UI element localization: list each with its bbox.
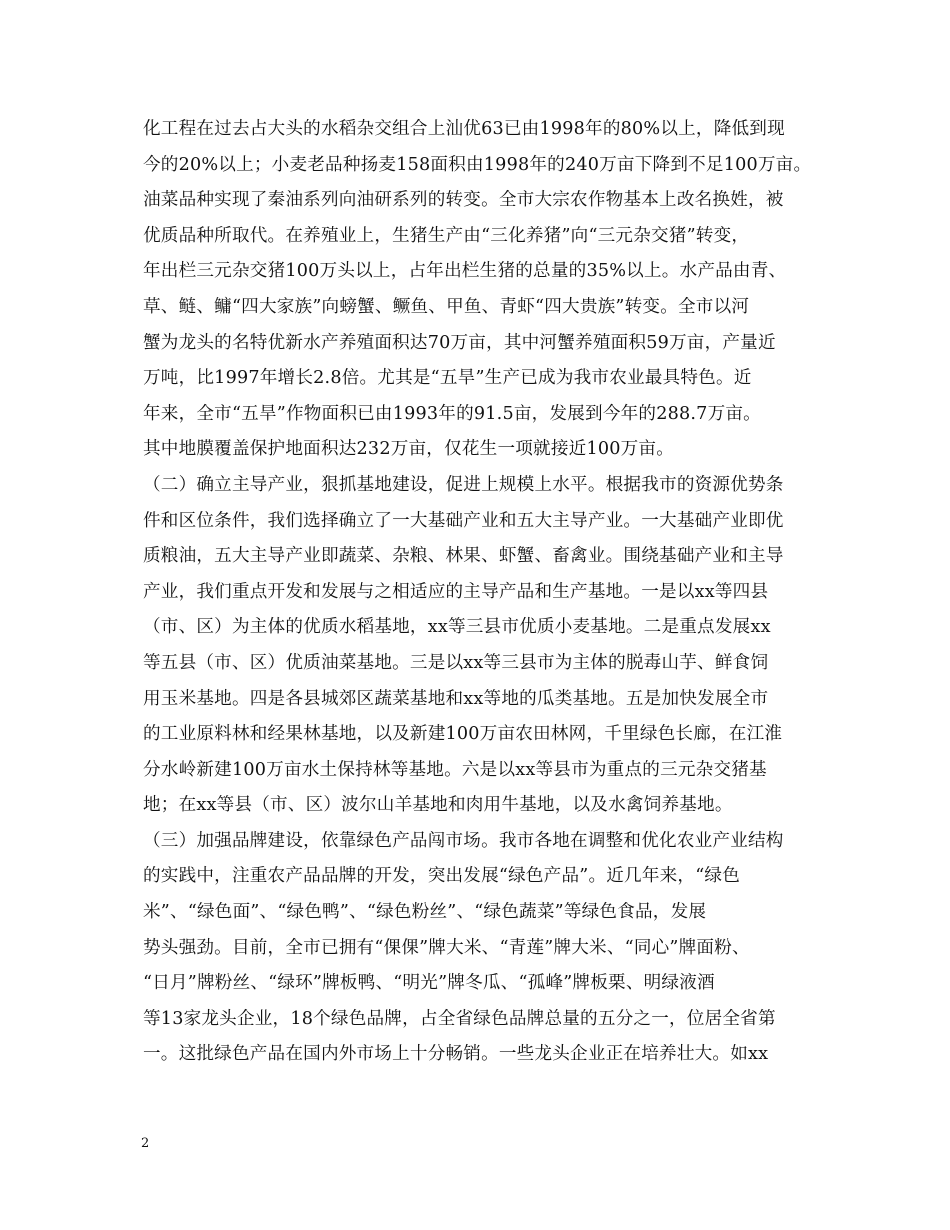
text-line: 蟹为龙头的名特优新水产养殖面积达70万亩，其中河蟹养殖面积59万亩，产量近 — [143, 332, 776, 353]
text-line: 今的20%以上；小麦老品种扬麦158面积由1998年的240万亩下降到不足100万亩。 — [143, 154, 812, 175]
text-line: 用玉米基地。四是各县城郊区蔬菜基地和xx等地的瓜类基地。五是加快发展全市 — [143, 688, 769, 709]
text-line: 等13家龙头企业，18个绿色品牌，占全省绿色品牌总量的五分之一，位居全省第 — [143, 1008, 776, 1029]
text-line: 优质品种所取代。在养殖业上，生猪生产由“三化养猪”向“三元杂交猪”转变， — [143, 225, 750, 246]
text-line: 草、鲢、鳙“四大家族”向螃蟹、鳜鱼、甲鱼、青虾“四大贵族”转变。全市以河 — [143, 296, 750, 317]
page-number: 2 — [141, 1136, 150, 1151]
text-line: （市、区）为主体的优质水稻基地，xx等三县市优质小麦基地。二是重点发展xx — [143, 617, 771, 638]
text-line: 质粮油，五大主导产业即蔬菜、杂粮、林果、虾蟹、畜禽业。围绕基础产业和主导 — [143, 546, 784, 567]
body-text — [143, 112, 823, 1073]
text-line: （三）加强品牌建设，依靠绿色产品闯市场。我市各地在调整和优化农业产业结构 — [143, 830, 784, 851]
text-line: 油菜品种实现了秦油系列向油研系列的转变。全市大宗农作物基本上改名换姓，被 — [143, 190, 784, 211]
text-line: 米”、“绿色面”、“绿色鸭”、“绿色粉丝”、“绿色蔬菜”等绿色食品，发展 — [143, 902, 707, 923]
text-line: 万吨，比1997年增长2.8倍。尤其是“五旱”生产已成为我市农业最具特色。近 — [143, 368, 752, 389]
text-line: 分水岭新建100万亩水土保持林等基地。六是以xx等县市为重点的三元杂交猪基 — [143, 759, 767, 780]
text-line: 其中地膜覆盖保护地面积达232万亩，仅花生一项就接近100万亩。 — [143, 439, 675, 460]
text-line: 件和区位条件，我们选择确立了一大基础产业和五大主导产业。一大基础产业即优 — [143, 510, 784, 531]
text-line: 地；在xx等县（市、区）波尔山羊基地和肉用牛基地，以及水禽饲养基地。 — [143, 795, 733, 816]
text-line: 的实践中，注重农产品品牌的开发，突出发展“绿色产品”。近几年来，“绿色 — [143, 866, 740, 887]
text-line: 年来，全市“五旱”作物面积已由1993年的91.5亩，发展到今年的288.7万亩。 — [143, 403, 761, 424]
text-line: 的工业原料林和经果林基地，以及新建100万亩农田林网，千里绿色长廊，在江淮 — [143, 724, 783, 745]
text-line: 年出栏三元杂交猪100万头以上，占年出栏生猪的总量的35%以上。水产品由青、 — [143, 261, 787, 282]
text-line: 化工程在过去占大头的水稻杂交组合上汕优63已由1998年的80%以上，降低到现 — [143, 119, 785, 139]
text-line: （二）确立主导产业，狠抓基地建设，促进上规模上水平。根据我市的资源优势条 — [143, 474, 784, 495]
text-line: 产业，我们重点开发和发展与之相适应的主导产品和生产基地。一是以xx等四县 — [143, 581, 769, 602]
text-line: “日月”牌粉丝、“绿环”牌板鸭、“明光”牌冬瓜、“孤峰”牌板栗、明绿液酒 — [143, 973, 715, 994]
text-line: 等五县（市、区）优质油菜基地。三是以xx等三县市为主体的脱毒山芋、鲜食饲 — [143, 652, 769, 673]
text-line: 一。这批绿色产品在国内外市场上十分畅销。一些龙头企业正在培养壮大。如xx — [143, 1044, 769, 1065]
text-line: 势头强劲。目前，全市已拥有“倮倮”牌大米、“青莲”牌大米、“同心”牌面粉、 — [143, 937, 750, 958]
